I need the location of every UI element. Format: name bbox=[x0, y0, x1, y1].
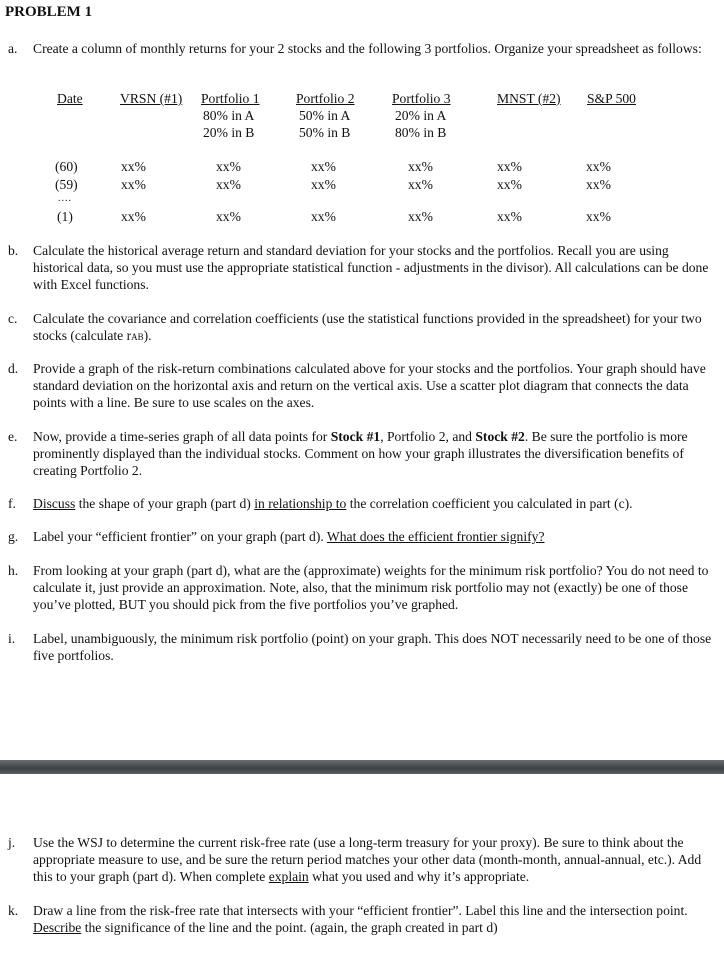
item-text: Provide a graph of the risk-return combinations calculated above for your stocks and the portfolios. Your graph should have standard deviation on the horizontal axis and return on the vertical axis. Use a scatter plot diagram that connects the data points with a line. Be sure to use scales on the axes. bbox=[33, 361, 706, 410]
table-cell: xx% bbox=[121, 177, 146, 192]
underlined-text: What does the efficient frontier signify? bbox=[326, 529, 545, 544]
item-text: Calculate the historical average return and standard deviation for your stocks and the portfolios. Recall you are using historical data, so you must use the appropriate statistical function - adjustments in the divisor). All calculations can be done with Excel functions. bbox=[33, 243, 709, 292]
header-portfolio-1: Portfolio 1 bbox=[201, 91, 260, 106]
item-c bbox=[8, 310, 708, 344]
item-text: Label, unambiguously, the minimum risk portfolio (point) on your graph. This does NOT necessarily need to be one of those five portfolios. bbox=[33, 631, 712, 663]
header-portfolio-2-weight-b: 50% in B bbox=[299, 125, 351, 140]
item-label: b. bbox=[8, 243, 19, 258]
table-cell: xx% bbox=[121, 209, 146, 224]
table-cell: xx% bbox=[586, 209, 611, 224]
header-portfolio-2: Portfolio 2 bbox=[296, 91, 355, 106]
item-label: a. bbox=[8, 41, 18, 56]
header-mnst: MNST (#2) bbox=[497, 91, 561, 106]
table-cell: xx% bbox=[586, 159, 611, 174]
header-portfolio-3-weight-a: 20% in A bbox=[395, 108, 447, 123]
page-break-divider bbox=[0, 760, 724, 774]
header-date: Date bbox=[57, 91, 83, 106]
table-cell: xx% bbox=[408, 159, 433, 174]
table-cell: xx% bbox=[216, 209, 241, 224]
item-label: c. bbox=[8, 311, 18, 326]
page-title: PROBLEM 1 bbox=[5, 4, 93, 20]
header-sp500: S&P 500 bbox=[587, 91, 636, 106]
table-cell: xx% bbox=[311, 177, 336, 192]
item-label: d. bbox=[8, 361, 19, 376]
item-label: j. bbox=[8, 835, 16, 850]
item-label: e. bbox=[8, 429, 18, 444]
table-cell: xx% bbox=[216, 159, 241, 174]
item-label: g. bbox=[8, 529, 19, 544]
item-text: Now, provide a time-series graph of all data points for Stock #1, Portfolio 2, and Stock #2. Be sure the portfolio is more prominently displayed than the individual stocks. Comment on how your graph illustrates the diversification benefits of creating Portfolio 2. bbox=[33, 429, 688, 478]
header-portfolio-1-weight-b: 20% in B bbox=[203, 125, 255, 140]
table-cell: xx% bbox=[311, 159, 336, 174]
header-portfolio-3: Portfolio 3 bbox=[392, 91, 451, 106]
table-cell: xx% bbox=[497, 209, 522, 224]
item-i bbox=[8, 630, 712, 664]
header-portfolio-3-weight-b: 80% in B bbox=[395, 125, 447, 140]
bold-text: Stock #2 bbox=[475, 429, 525, 444]
item-h bbox=[8, 562, 708, 613]
item-d bbox=[8, 360, 708, 411]
item-j bbox=[8, 834, 708, 885]
table-cell: xx% bbox=[121, 159, 146, 174]
bold-text: Stock #1 bbox=[330, 429, 381, 444]
item-f bbox=[8, 495, 708, 512]
item-g bbox=[8, 528, 708, 545]
table-cell: xx% bbox=[497, 177, 522, 192]
table-cell: xx% bbox=[408, 209, 433, 224]
header-vrsn: VRSN (#1) bbox=[120, 91, 183, 106]
table-cell: xx% bbox=[216, 177, 241, 192]
table-row-ellipsis: .... bbox=[58, 193, 72, 204]
header-portfolio-1-weight-a: 80% in A bbox=[203, 108, 255, 123]
item-label: i. bbox=[8, 631, 16, 646]
table-cell: xx% bbox=[408, 177, 433, 192]
table-cell: xx% bbox=[311, 209, 336, 224]
table-row-date: (60) bbox=[55, 159, 78, 174]
item-k bbox=[8, 902, 708, 936]
header-portfolio-2-weight-a: 50% in A bbox=[299, 108, 351, 123]
item-b bbox=[8, 242, 708, 293]
item-text: Use the WSJ to determine the current risk-free rate (use a long-term treasury for your proxy). Be sure to think about the appropriate measure to use, and be sure the return period matches your other data (month-month, annual-annual, etc.). Add this to your graph (part d). When complete explain what you used and why it’s appropriate. bbox=[33, 835, 702, 884]
item-label: k. bbox=[8, 903, 19, 918]
item-text: Label your “efficient frontier” on your graph (part d). What does the efficient frontier signify? bbox=[33, 529, 545, 544]
item-e bbox=[8, 428, 708, 479]
table-row-date: (1) bbox=[57, 209, 73, 224]
item-label: h. bbox=[8, 563, 19, 578]
item-text: Draw a line from the risk-free rate that intersects with your “efficient frontier”. Label this line and the intersection point. Describe the significance of the line and the point. (again, the graph created in part d) bbox=[33, 903, 688, 935]
table-cell: xx% bbox=[497, 159, 522, 174]
item-label: f. bbox=[8, 496, 16, 511]
item-text: Create a column of monthly returns for your 2 stocks and the following 3 portfolios. Organize your spreadsheet as follows: bbox=[33, 41, 702, 56]
table-cell: xx% bbox=[586, 177, 611, 192]
item-text: From looking at your graph (part d), what are the (approximate) weights for the minimum risk portfolio? You do not need to calculate it, just provide an approximation. Note, also, that the minimum risk portfolio may not (exactly) be one of those you’ve plotted, BUT you should pick from the five portfolios you’ve graphed. bbox=[33, 563, 709, 612]
item-a bbox=[8, 40, 708, 74]
subscript: AB bbox=[131, 332, 144, 342]
item-text: Calculate the covariance and correlation coefficients (use the statistical functions provided in the spreadsheet) for your two stocks (calculate rAB). bbox=[33, 311, 702, 343]
item-text: Discuss the shape of your graph (part d) in relationship to the correlation coefficient you calculated in part (c). bbox=[33, 496, 633, 511]
table-row-date: (59) bbox=[55, 177, 78, 192]
